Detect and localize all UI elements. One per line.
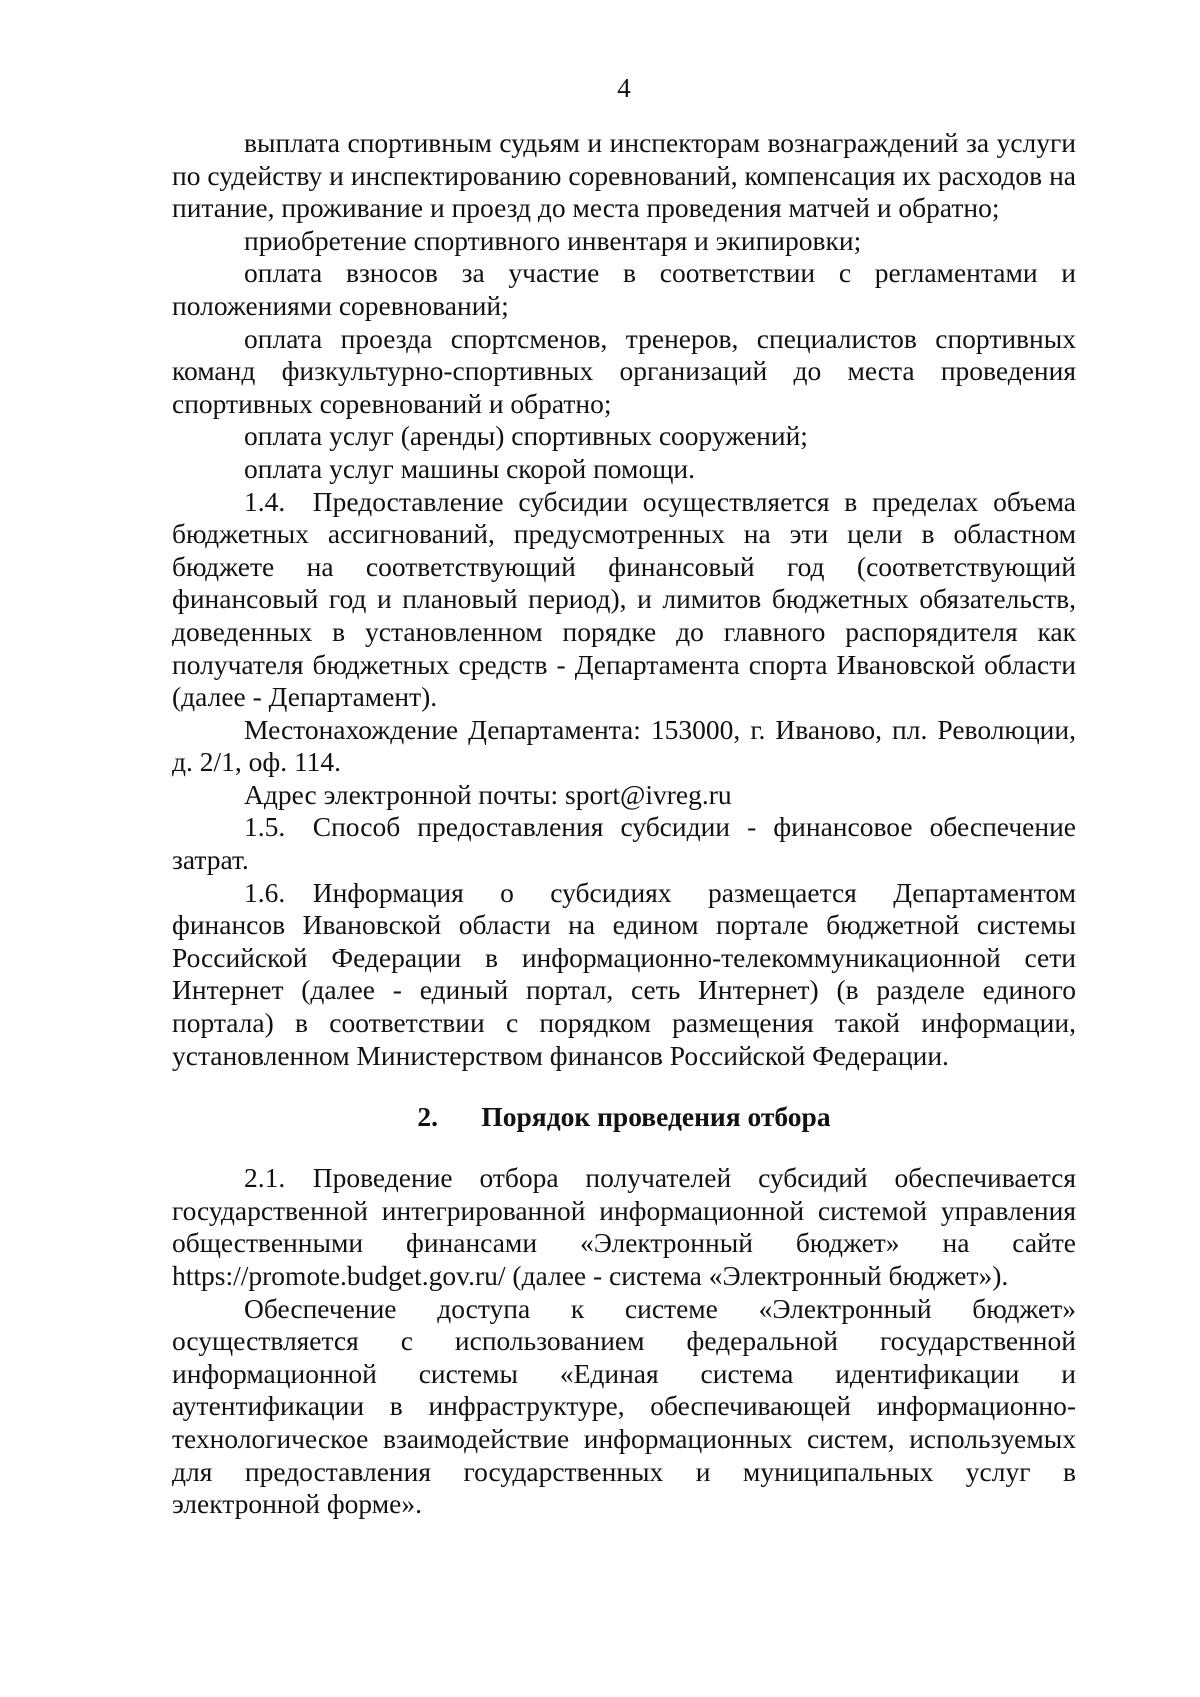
paragraph-2-1: 2.1. Проведение отбора получателей субсидий обеспечивается государственной интегрированной информационной системой управления общественными финансами «Электронный бюджет» на сайте https://promote.budget.gov.ru/ (далее - система «Электронный бюджет»). (172, 1162, 1076, 1291)
section-number: 2. (417, 1101, 438, 1133)
section-heading (172, 1100, 1076, 1134)
paragraph-referee-payments: выплата спортивным судьям и инспекторам вознаграждений за услуги по судейству и инспектированию соревнований, компенсация их расходов на питание, проживание и проезд до места проведения матчей и обратно; (172, 127, 1076, 224)
paragraph-location: Местонахождение Департамента: 153000, г. Иваново, пл. Революции, д. 2/1, оф. 114. (172, 713, 1076, 778)
page-number: 4 (617, 73, 631, 103)
paragraph-travel: оплата проезда спортсменов, тренеров, специалистов спортивных команд физкультурно-спортивных организаций до места проведения спортивных соревнований и обратно; (172, 322, 1076, 419)
section-title: Порядок проведения отбора (481, 1101, 831, 1133)
paragraph-1-5: 1.5. Способ предоставления субсидии - финансовое обеспечение затрат. (172, 811, 1076, 876)
paragraph-1-4: 1.4. Предоставление субсидии осуществляется в пределах объема бюджетных ассигнований, предусмотренных на эти цели в областном бюджете на соответствующий финансовый год (соответствующий финансовый год и плановый период), и лимитов бюджетных обязательств, доведенных в установленном порядке до главного распорядителя как получателя бюджетных средств - Департамента спорта Ивановской области (далее - Департамент). (172, 485, 1076, 713)
paragraph-ambulance: оплата услуг машины скорой помощи. (244, 452, 695, 484)
paragraph-facility-rent: оплата услуг (аренды) спортивных сооружений; (244, 420, 808, 452)
paragraph-equipment: приобретение спортивного инвентаря и экипировки; (244, 224, 862, 256)
paragraph-email: Адрес электронной почты: sport@ivreg.ru (244, 778, 732, 810)
paragraph-1-6: 1.6. Информация о субсидиях размещается Департаментом финансов Ивановской области на едином портале бюджетной системы Российской Федерации в информационно-телекоммуникационной сети Интернет (далее - единый портал, сеть Интернет) (в разделе единого портала) в соответствии с порядком размещения такой информации, установленном Министерством финансов Российской Федерации. (172, 876, 1076, 1071)
paragraph-access: Обеспечение доступа к системе «Электронный бюджет» осуществляется с использованием федеральной государственной информационной системы «Единая система идентификации и аутентификации в инфраструктуре, обеспечивающей информационно-технологическое взаимодействие информационных систем, используемых для предоставления государственных и муниципальных услуг в электронной форме». (172, 1292, 1076, 1520)
paragraph-entry-fees: оплата взносов за участие в соответствии с регламентами и положениями соревнований; (172, 257, 1076, 321)
document-body (172, 127, 1076, 1521)
